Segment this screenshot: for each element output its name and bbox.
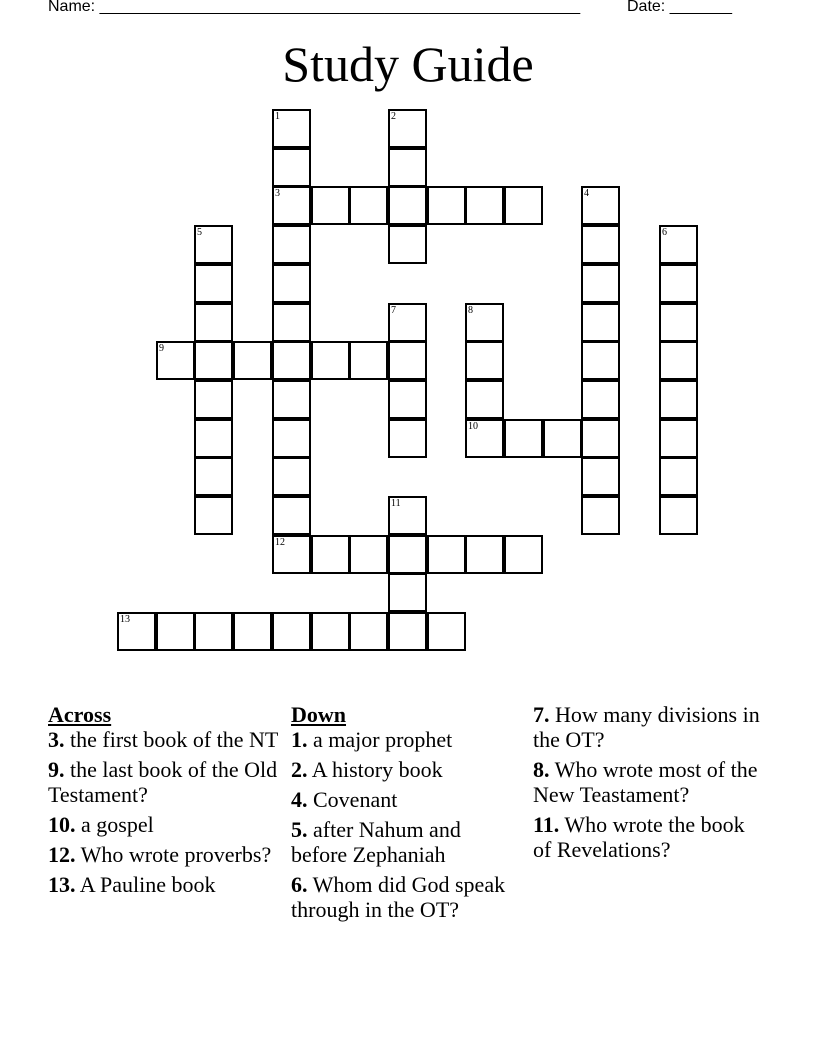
clue-number-8: 8 [468,305,473,316]
grid-cell[interactable] [388,535,427,574]
clue-across-9: 9. the last book of the Old Testament? [48,757,278,807]
grid-cell[interactable] [465,303,504,342]
grid-cell[interactable] [311,612,350,651]
clue-number-10: 10 [468,421,478,432]
clue-down-5: 5. after Nahum and before Zephaniah [291,817,461,867]
grid-cell[interactable] [194,303,233,342]
grid-cell[interactable] [388,186,427,225]
grid-cell[interactable] [427,535,466,574]
grid-cell[interactable] [311,535,350,574]
clue-down-8: 8. Who wrote most of the New Teastament? [533,757,758,807]
grid-cell[interactable] [194,612,233,651]
grid-cell[interactable] [272,612,311,651]
grid-cell[interactable] [543,419,582,458]
clue-number-4: 4 [584,188,589,199]
grid-cell[interactable] [272,225,311,264]
clue-across-10: 10. a gospel [48,812,154,837]
grid-cell[interactable] [311,341,350,380]
clue-down-1: 1. a major prophet [291,727,453,752]
grid-cell[interactable] [272,419,311,458]
grid-cell[interactable] [581,303,620,342]
across-heading: Across [48,702,112,727]
down-clues [291,702,513,922]
clue-across-13: 13. A Pauline book [48,872,216,897]
clue-number-9: 9 [159,343,164,354]
grid-cell[interactable] [272,535,311,574]
grid-cell[interactable] [349,535,388,574]
grid-cell[interactable] [581,380,620,419]
grid-cell[interactable] [388,419,427,458]
grid-cell[interactable] [272,148,311,187]
grid-cell[interactable] [504,535,543,574]
grid-cell[interactable] [504,186,543,225]
grid-cell[interactable] [117,612,156,651]
clue-number-5: 5 [197,227,202,238]
clue-number-2: 2 [391,111,396,122]
grid-cell[interactable] [272,380,311,419]
grid-cell[interactable] [233,612,272,651]
grid-cell[interactable] [581,225,620,264]
grid-cell[interactable] [465,380,504,419]
grid-cell[interactable] [659,419,698,458]
grid-cell[interactable] [194,457,233,496]
date-field[interactable]: Date: _______ [627,0,732,15]
grid-cell[interactable] [194,341,233,380]
grid-cell[interactable] [233,341,272,380]
grid-cell[interactable] [581,264,620,303]
grid-cell[interactable] [388,612,427,651]
down-heading: Down [291,702,347,727]
grid-cell[interactable] [659,457,698,496]
grid-cell[interactable] [581,341,620,380]
grid-cell[interactable] [427,186,466,225]
grid-cell[interactable] [659,380,698,419]
grid-cell[interactable] [581,496,620,535]
across-clues [48,702,280,897]
grid-cell[interactable] [465,186,504,225]
clue-down-4: 4. Covenant [291,787,398,812]
grid-cell[interactable] [427,612,466,651]
grid-cell[interactable] [272,186,311,225]
page-title: Study Guide [282,36,534,92]
clue-across-12: 12. Who wrote proverbs? [48,842,272,867]
grid-cell[interactable] [465,535,504,574]
clue-number-11: 11 [391,498,401,509]
grid-cell[interactable] [465,341,504,380]
clue-down-7: 7. How many divisions in the OT? [533,702,760,752]
clue-down-11: 11. Who wrote the book of Revelations? [533,812,745,862]
grid-cell[interactable] [156,612,195,651]
grid-cell[interactable] [272,109,311,148]
grid-cell[interactable] [659,225,698,264]
grid-cell[interactable] [272,457,311,496]
grid-cell[interactable] [659,264,698,303]
clue-number-12: 12 [275,537,285,548]
clue-number-6: 6 [662,227,667,238]
clue-number-7: 7 [391,305,396,316]
grid-cell[interactable] [272,496,311,535]
grid-cell[interactable] [388,303,427,342]
clue-number-13: 13 [120,614,130,625]
grid-cell[interactable] [272,341,311,380]
grid-cell[interactable] [388,225,427,264]
grid-cell[interactable] [349,341,388,380]
grid-cell[interactable] [272,303,311,342]
grid-cell[interactable] [194,419,233,458]
grid-cell[interactable] [156,341,195,380]
grid-cell[interactable] [272,264,311,303]
grid-cell[interactable] [349,612,388,651]
clue-number-1: 1 [275,111,280,122]
grid-cell[interactable] [465,419,504,458]
clue-down-2: 2. A history book [291,757,443,782]
grid-cell[interactable] [581,457,620,496]
grid-cell[interactable] [388,148,427,187]
grid-cell[interactable] [349,186,388,225]
grid-cell[interactable] [659,303,698,342]
grid-cell[interactable] [388,109,427,148]
grid-cell[interactable] [388,496,427,535]
grid-cell[interactable] [581,186,620,225]
clue-down-6: 6. Whom did God speak through in the OT? [291,872,506,922]
grid-cell[interactable] [194,264,233,303]
clue-number-3: 3 [275,188,280,199]
name-field[interactable]: Name: ______________________________________________________ [48,0,581,15]
grid-cell[interactable] [659,496,698,535]
grid-cell[interactable] [581,419,620,458]
grid-cell[interactable] [194,496,233,535]
grid-cell[interactable] [388,573,427,612]
grid-cell[interactable] [311,186,350,225]
down-clues-continued [533,702,761,862]
grid-cell[interactable] [504,419,543,458]
grid-cell[interactable] [194,380,233,419]
grid-cell[interactable] [388,380,427,419]
grid-cell[interactable] [194,225,233,264]
grid-cell[interactable] [388,341,427,380]
grid-cell[interactable] [659,341,698,380]
clue-across-3: 3. the first book of the NT [48,727,279,752]
